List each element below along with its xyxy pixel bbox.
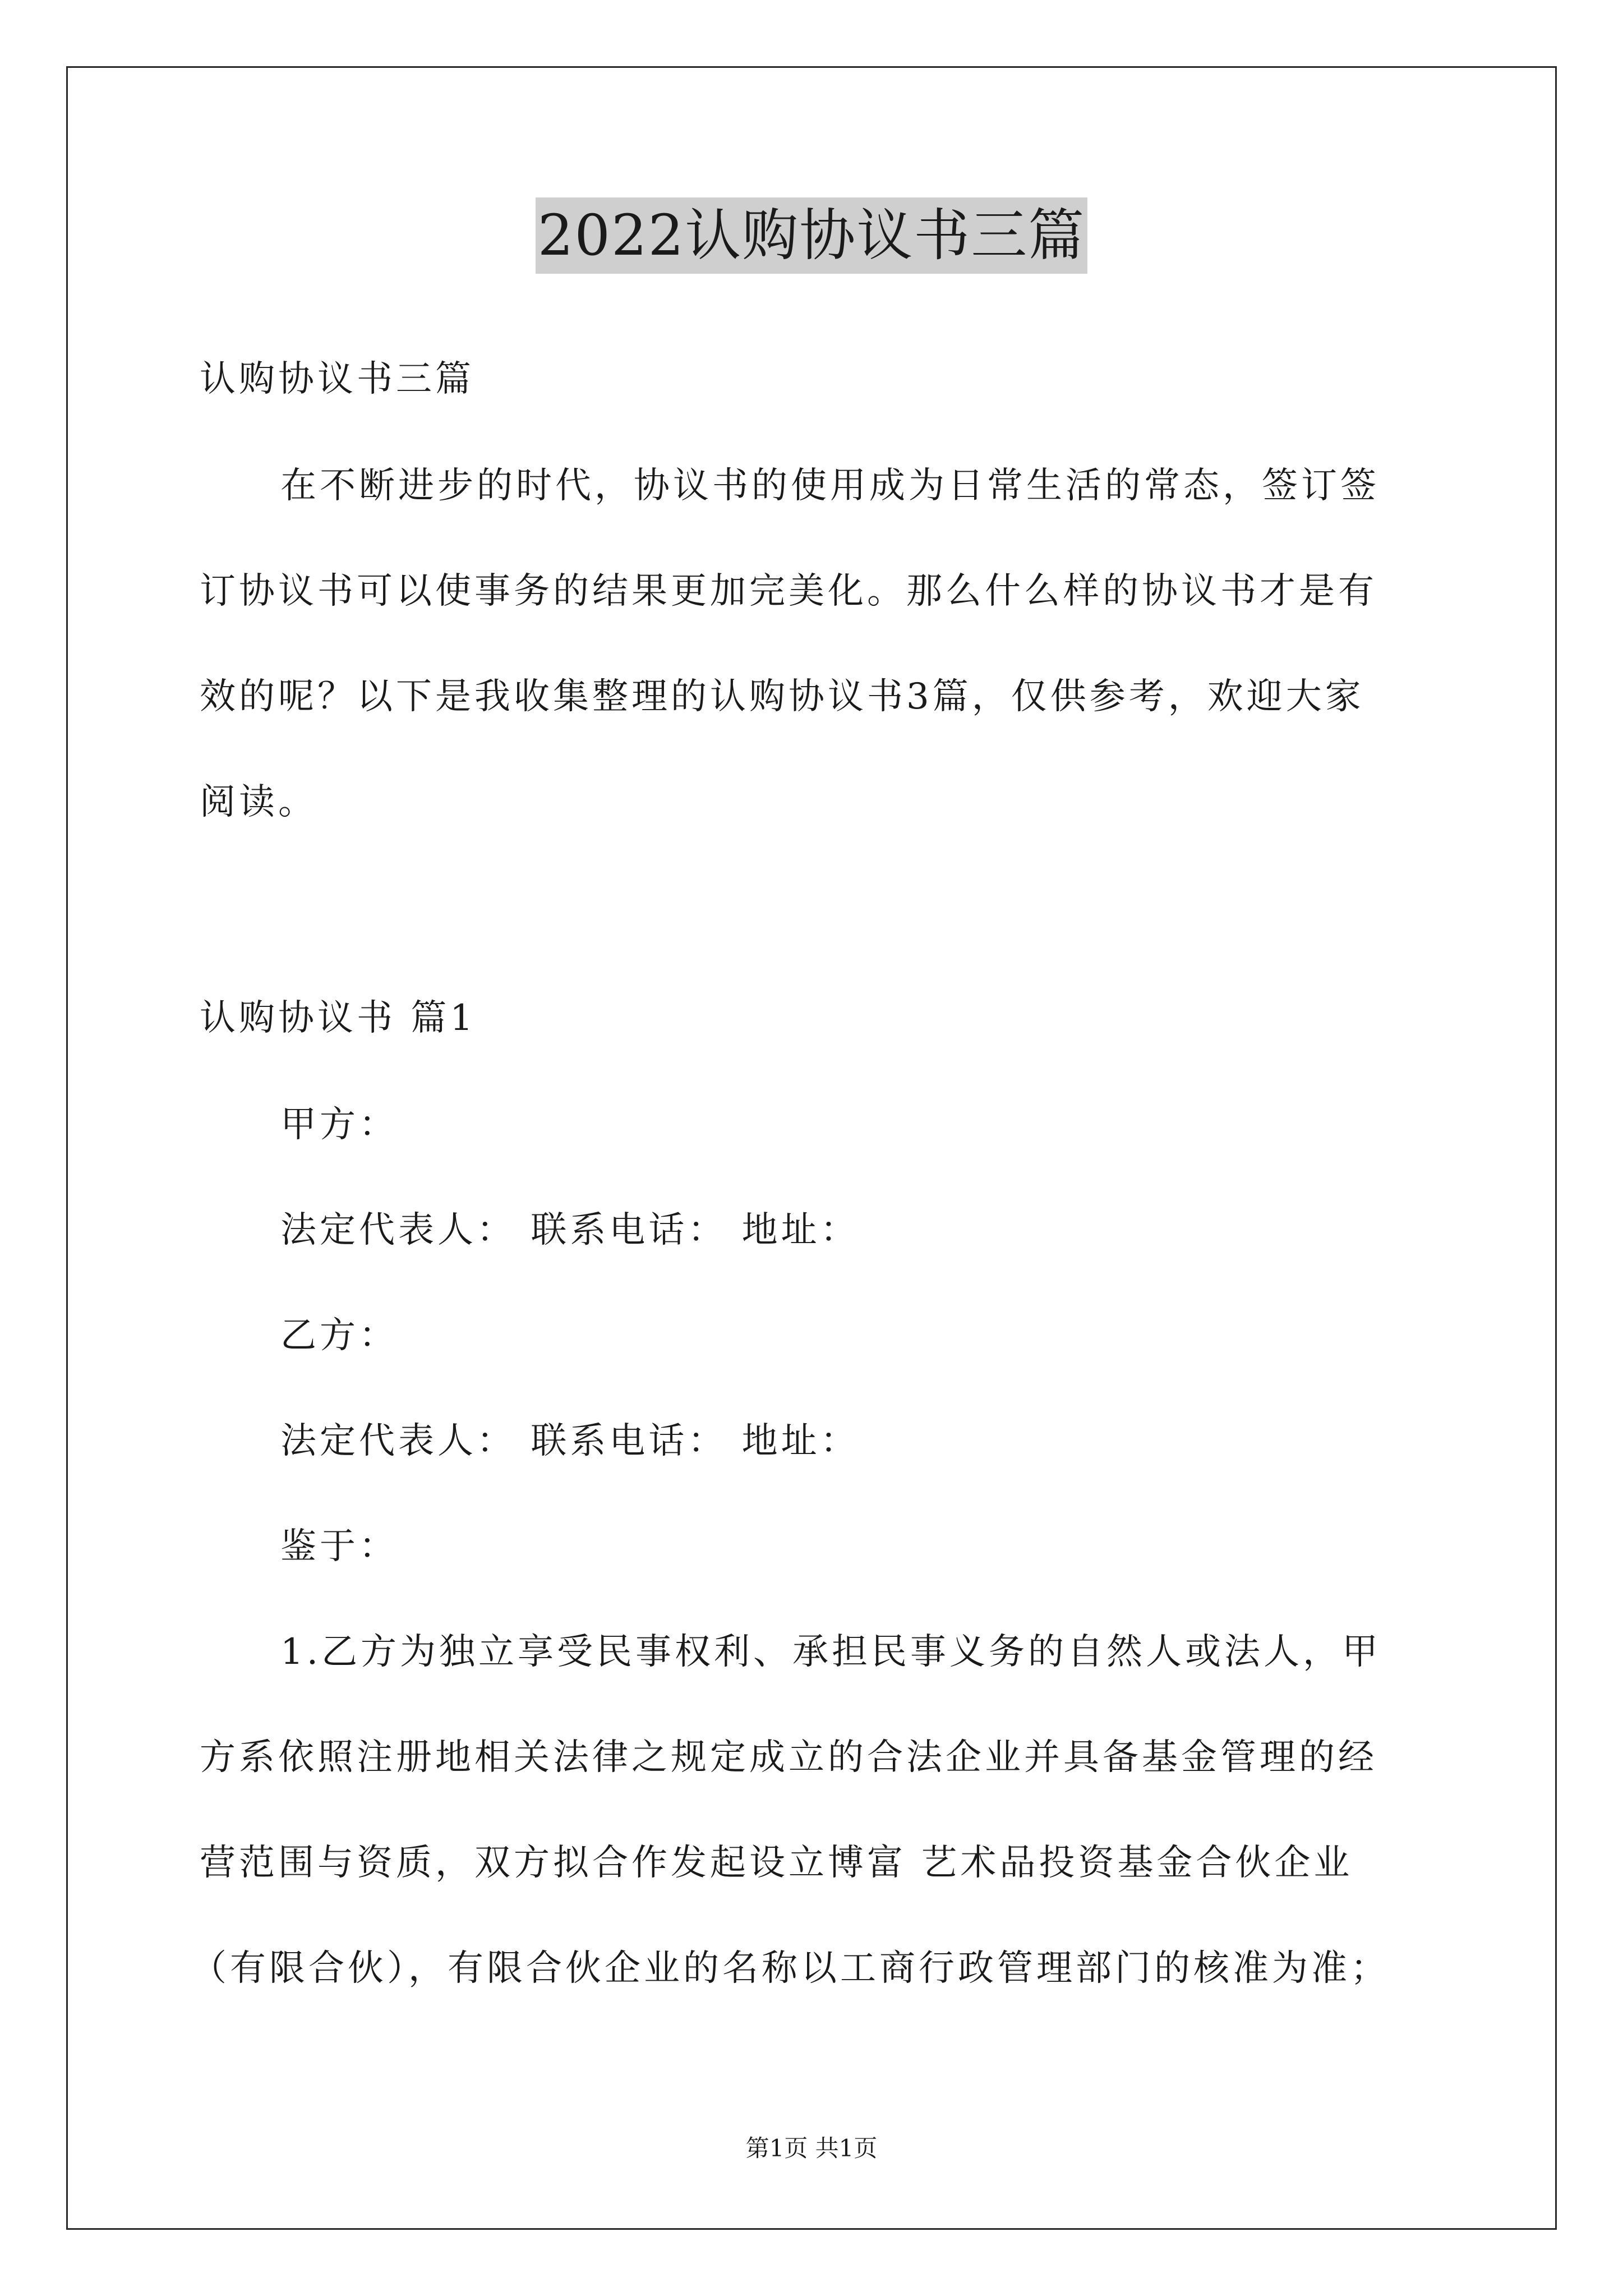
intro-line: 效的呢？以下是我收集整理的认购协议书3篇，仅供参考，欢迎大家 (200, 676, 1364, 717)
clause-line: 营范围与资质，双方拟合作发起设立博富 艺术品投资基金合伙企业 (200, 1842, 1353, 1884)
clause-line: 方系依照注册地相关法律之规定成立的合法企业并具备基金管理的经 (200, 1737, 1377, 1778)
clause-line: （有限合伙），有限合伙企业的名称以工商行政管理部门的核准为准； (191, 1948, 1390, 1989)
intro-line: 阅读。 (200, 781, 317, 823)
clause-line: 1.乙方为独立享受民事权利、承担民事义务的自然人或法人，甲 (280, 1631, 1382, 1673)
party-b-details: 法定代表人： 联系电话： 地址： (280, 1420, 860, 1462)
document-title: 2022认购协议书三篇 (536, 197, 1088, 274)
intro-line: 在不断进步的时代，协议书的使用成为日常生活的常态，签订签 (280, 465, 1380, 507)
whereas-label: 鉴于： (280, 1526, 398, 1567)
party-a-details: 法定代表人： 联系电话： 地址： (280, 1209, 860, 1251)
document-subtitle: 认购协议书三篇 (200, 358, 474, 400)
section-heading: 认购协议书 篇1 (200, 997, 477, 1039)
intro-line: 订协议书可以使事务的结果更加完美化。那么什么样的协议书才是有 (200, 570, 1377, 612)
title-container (0, 197, 1623, 274)
party-b-label: 乙方： (280, 1315, 398, 1356)
party-a-label: 甲方： (280, 1104, 398, 1145)
page-footer: 第1页 共1页 (745, 2134, 878, 2162)
